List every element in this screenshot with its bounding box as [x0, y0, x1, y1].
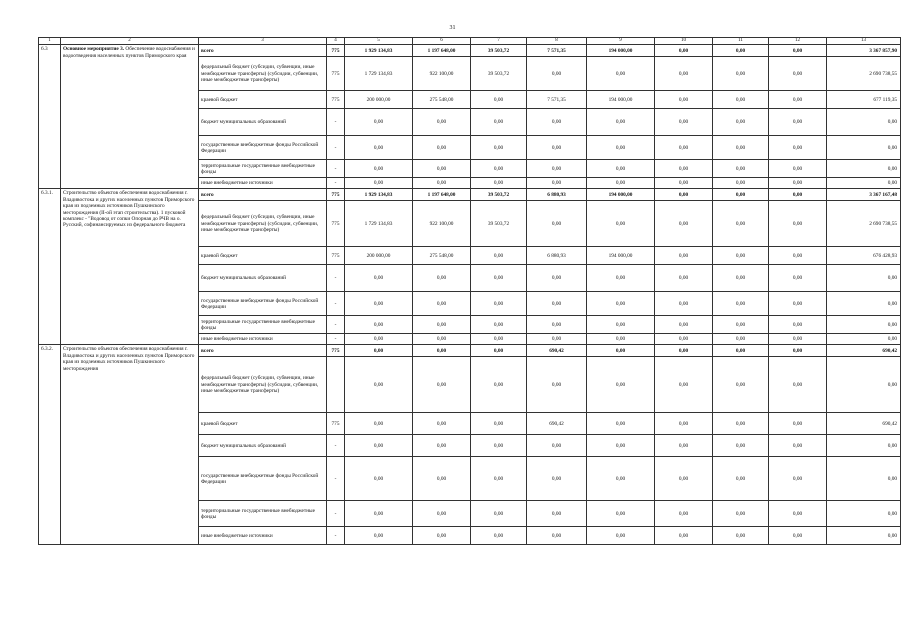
amount-cell: 0,00	[587, 457, 655, 501]
amount-cell: 0,00	[587, 136, 655, 160]
amount-cell: 7 571,35	[527, 45, 587, 57]
amount-cell: 0,00	[413, 457, 471, 501]
amount-cell: 0,00	[345, 316, 413, 334]
budget-code: 775	[327, 201, 345, 247]
amount-cell: 0,00	[471, 316, 527, 334]
amount-cell: 677 119,35	[827, 91, 901, 109]
amount-cell: 6 880,93	[527, 189, 587, 201]
budget-code: 775	[327, 45, 345, 57]
amount-cell: 0,00	[827, 457, 901, 501]
amount-cell: 194 000,00	[587, 247, 655, 265]
amount-cell: 0,00	[587, 334, 655, 345]
amount-cell: 0,00	[655, 457, 713, 501]
amount-cell: 0,00	[471, 265, 527, 292]
amount-cell: 0,00	[713, 189, 769, 201]
funding-source: иные внебюджетные источники	[199, 527, 327, 545]
amount-cell: 39 503,72	[471, 57, 527, 91]
funding-source: бюджет муниципальных образований	[199, 109, 327, 136]
amount-cell: 0,00	[527, 527, 587, 545]
amount-cell: 0,00	[527, 109, 587, 136]
item-description: Строительство объектов обеспечения водоснабжения г. Владивостока и других населенных пунктов Приморского края из подземных источников Пушкинского месторождения	[61, 345, 199, 545]
amount-cell: 3 367 857,90	[827, 45, 901, 57]
amount-cell: 0,00	[655, 57, 713, 91]
funding-source: территориальные государственные внебюджетные фонды	[199, 316, 327, 334]
amount-cell: 0,00	[827, 501, 901, 527]
header-cell: 7	[471, 38, 527, 45]
amount-cell: 39 503,72	[471, 201, 527, 247]
amount-cell: 0,00	[655, 435, 713, 457]
amount-cell: 0,00	[655, 334, 713, 345]
funding-source: федеральный бюджет (субсидии, субвенции, иные межбюджетные трансферты) (субсидии, субвенции, иные межбюджетные трансферты)	[199, 357, 327, 413]
amount-cell: 0,00	[769, 91, 827, 109]
amount-cell: 0,00	[471, 357, 527, 413]
amount-cell: 0,00	[345, 435, 413, 457]
amount-cell: 922 100,00	[413, 201, 471, 247]
amount-cell: 0,00	[587, 178, 655, 189]
budget-code: -	[327, 334, 345, 345]
amount-cell: 0,00	[413, 178, 471, 189]
amount-cell: 0,00	[345, 178, 413, 189]
table-row	[39, 189, 901, 201]
header-cell: 6	[413, 38, 471, 45]
amount-cell: 194 000,00	[587, 189, 655, 201]
amount-cell: 0,00	[527, 357, 587, 413]
amount-cell: 0,00	[345, 292, 413, 316]
header-cell: 9	[587, 38, 655, 45]
amount-cell: 0,00	[769, 189, 827, 201]
amount-cell: 194 000,00	[587, 91, 655, 109]
amount-cell: 0,00	[769, 527, 827, 545]
amount-cell: 0,00	[827, 265, 901, 292]
amount-cell: 1 197 648,00	[413, 189, 471, 201]
amount-cell: 0,00	[587, 265, 655, 292]
amount-cell: 0,00	[527, 265, 587, 292]
amount-cell: 0,00	[587, 316, 655, 334]
amount-cell: 0,00	[655, 247, 713, 265]
amount-cell: 0,00	[827, 160, 901, 178]
funding-source: территориальные государственные внебюджетные фонды	[199, 501, 327, 527]
header-cell: 11	[713, 38, 769, 45]
header-cell: 4	[327, 38, 345, 45]
amount-cell: 0,00	[471, 247, 527, 265]
amount-cell: 0,00	[587, 527, 655, 545]
item-number: 6.3.1.	[39, 189, 61, 345]
amount-cell: 0,00	[345, 527, 413, 545]
amount-cell: 0,00	[769, 178, 827, 189]
amount-cell: 200 000,00	[345, 91, 413, 109]
amount-cell: 0,00	[713, 136, 769, 160]
amount-cell: 0,00	[527, 457, 587, 501]
amount-cell: 0,00	[655, 178, 713, 189]
funding-source: краевой бюджет	[199, 91, 327, 109]
amount-cell: 1 729 134,83	[345, 201, 413, 247]
amount-cell: 0,00	[655, 292, 713, 316]
amount-cell: 0,00	[413, 413, 471, 435]
amount-cell: 676 428,93	[827, 247, 901, 265]
amount-cell: 0,00	[713, 292, 769, 316]
funding-source: всего	[199, 345, 327, 357]
budget-code: 775	[327, 345, 345, 357]
amount-cell: 0,00	[713, 45, 769, 57]
amount-cell: 0,00	[713, 345, 769, 357]
table-header-row	[39, 38, 901, 45]
amount-cell: 0,00	[413, 316, 471, 334]
amount-cell: 0,00	[471, 435, 527, 457]
amount-cell: 0,00	[713, 178, 769, 189]
item-description: Основное мероприятие 3. Обеспечение водоснабжения и водоотведения населенных пунктов Приморского края	[61, 45, 199, 189]
funding-source: краевой бюджет	[199, 413, 327, 435]
amount-cell: 2 690 738,55	[827, 201, 901, 247]
amount-cell: 0,00	[769, 247, 827, 265]
amount-cell: 0,00	[413, 334, 471, 345]
budget-code: -	[327, 160, 345, 178]
amount-cell: 0,00	[655, 413, 713, 435]
amount-cell: 0,00	[827, 435, 901, 457]
amount-cell: 0,00	[527, 160, 587, 178]
amount-cell: 0,00	[827, 136, 901, 160]
amount-cell: 0,00	[769, 334, 827, 345]
amount-cell: 1 929 134,83	[345, 189, 413, 201]
budget-code: -	[327, 501, 345, 527]
amount-cell: 690,42	[527, 345, 587, 357]
amount-cell: 0,00	[471, 527, 527, 545]
amount-cell: 0,00	[713, 265, 769, 292]
budget-table	[38, 37, 901, 545]
amount-cell: 0,00	[655, 201, 713, 247]
amount-cell: 690,42	[827, 413, 901, 435]
amount-cell: 0,00	[413, 109, 471, 136]
amount-cell: 0,00	[655, 109, 713, 136]
amount-cell: 1 929 134,83	[345, 45, 413, 57]
amount-cell: 0,00	[655, 160, 713, 178]
amount-cell: 0,00	[345, 501, 413, 527]
amount-cell: 1 729 134,83	[345, 57, 413, 91]
amount-cell: 0,00	[413, 435, 471, 457]
funding-source: всего	[199, 189, 327, 201]
amount-cell: 0,00	[769, 435, 827, 457]
amount-cell: 0,00	[713, 501, 769, 527]
header-cell: 8	[527, 38, 587, 45]
funding-source: государственные внебюджетные фонды Российской Федерации	[199, 136, 327, 160]
amount-cell: 0,00	[655, 345, 713, 357]
amount-cell: 0,00	[587, 201, 655, 247]
amount-cell: 2 690 738,55	[827, 57, 901, 91]
budget-code: 775	[327, 189, 345, 201]
budget-code: 775	[327, 247, 345, 265]
amount-cell: 0,00	[527, 57, 587, 91]
item-number: 6.3	[39, 45, 61, 189]
funding-source: иные внебюджетные источники	[199, 178, 327, 189]
budget-code: -	[327, 527, 345, 545]
amount-cell: 0,00	[769, 160, 827, 178]
funding-source: федеральный бюджет (субсидии, субвенции, иные межбюджетные трансферты) (субсидии, субвенции, иные межбюджетные трансферты)	[199, 57, 327, 91]
budget-code: -	[327, 178, 345, 189]
amount-cell: 0,00	[471, 136, 527, 160]
amount-cell: 0,00	[587, 413, 655, 435]
amount-cell: 1 197 648,00	[413, 45, 471, 57]
amount-cell: 0,00	[587, 57, 655, 91]
amount-cell: 0,00	[769, 292, 827, 316]
amount-cell: 0,00	[413, 345, 471, 357]
amount-cell: 0,00	[413, 501, 471, 527]
amount-cell: 0,00	[769, 45, 827, 57]
amount-cell: 0,00	[345, 413, 413, 435]
amount-cell: 0,00	[527, 201, 587, 247]
amount-cell: 0,00	[655, 316, 713, 334]
amount-cell: 0,00	[527, 136, 587, 160]
budget-code: 775	[327, 91, 345, 109]
amount-cell: 0,00	[713, 160, 769, 178]
amount-cell: 0,00	[527, 178, 587, 189]
amount-cell: 0,00	[655, 45, 713, 57]
amount-cell: 0,00	[769, 201, 827, 247]
amount-cell: 0,00	[345, 357, 413, 413]
amount-cell: 0,00	[413, 136, 471, 160]
funding-source: иные внебюджетные источники	[199, 334, 327, 345]
amount-cell: 194 000,00	[587, 45, 655, 57]
funding-source: территориальные государственные внебюджетные фонды	[199, 160, 327, 178]
funding-source: бюджет муниципальных образований	[199, 435, 327, 457]
amount-cell: 0,00	[527, 501, 587, 527]
amount-cell: 0,00	[713, 413, 769, 435]
amount-cell: 200 000,00	[345, 247, 413, 265]
amount-cell: 0,00	[471, 292, 527, 316]
amount-cell: 0,00	[527, 292, 587, 316]
amount-cell: 0,00	[713, 527, 769, 545]
amount-cell: 0,00	[471, 501, 527, 527]
header-cell: 5	[345, 38, 413, 45]
amount-cell: 0,00	[471, 160, 527, 178]
amount-cell: 690,42	[527, 413, 587, 435]
amount-cell: 0,00	[345, 345, 413, 357]
amount-cell: 0,00	[413, 265, 471, 292]
budget-code: -	[327, 457, 345, 501]
amount-cell: 0,00	[769, 136, 827, 160]
amount-cell: 0,00	[587, 160, 655, 178]
amount-cell: 0,00	[827, 316, 901, 334]
amount-cell: 0,00	[413, 292, 471, 316]
amount-cell: 0,00	[345, 160, 413, 178]
item-description: Строительство объектов обеспечения водоснабжения г. Владивостока и других населенных пунктов Приморского края из подземных источников Пушкинского месторождения (II-ой этап строительства). 1 пусковой комплекс - "Водовод от сопки Опорная до РЧВ на о. Русский, софинансируемых из федерального бюджета	[61, 189, 199, 345]
funding-source: государственные внебюджетные фонды Российской Федерации	[199, 292, 327, 316]
amount-cell: 0,00	[413, 160, 471, 178]
amount-cell: 0,00	[655, 136, 713, 160]
header-cell: 10	[655, 38, 713, 45]
amount-cell: 275 548,00	[413, 247, 471, 265]
funding-source: всего	[199, 45, 327, 57]
amount-cell: 0,00	[769, 457, 827, 501]
amount-cell: 0,00	[769, 57, 827, 91]
amount-cell: 3 367 167,48	[827, 189, 901, 201]
amount-cell: 0,00	[827, 334, 901, 345]
amount-cell: 0,00	[769, 316, 827, 334]
amount-cell: 39 503,72	[471, 45, 527, 57]
amount-cell: 7 571,35	[527, 91, 587, 109]
header-cell: 2	[61, 38, 199, 45]
amount-cell: 0,00	[345, 265, 413, 292]
amount-cell: 0,00	[713, 57, 769, 91]
amount-cell: 0,00	[827, 357, 901, 413]
amount-cell: 0,00	[713, 435, 769, 457]
budget-code: -	[327, 292, 345, 316]
amount-cell: 0,00	[713, 247, 769, 265]
funding-source: бюджет муниципальных образований	[199, 265, 327, 292]
amount-cell: 0,00	[345, 457, 413, 501]
amount-cell: 0,00	[655, 527, 713, 545]
table-row	[39, 45, 901, 57]
amount-cell: 0,00	[345, 109, 413, 136]
amount-cell: 0,00	[527, 316, 587, 334]
amount-cell: 0,00	[471, 109, 527, 136]
amount-cell: 0,00	[471, 91, 527, 109]
amount-cell: 0,00	[527, 435, 587, 457]
amount-cell: 0,00	[527, 334, 587, 345]
amount-cell: 0,00	[713, 316, 769, 334]
page-number: 31	[449, 25, 456, 31]
amount-cell: 0,00	[827, 527, 901, 545]
header-cell: 13	[827, 38, 901, 45]
budget-code: 775	[327, 413, 345, 435]
amount-cell: 0,00	[413, 527, 471, 545]
budget-code: -	[327, 136, 345, 160]
amount-cell: 0,00	[769, 501, 827, 527]
amount-cell: 0,00	[587, 109, 655, 136]
budget-code: -	[327, 316, 345, 334]
header-cell: 12	[769, 38, 827, 45]
amount-cell: 0,00	[587, 357, 655, 413]
amount-cell: 0,00	[769, 109, 827, 136]
amount-cell: 0,00	[345, 136, 413, 160]
amount-cell: 0,00	[713, 91, 769, 109]
amount-cell: 39 503,72	[471, 189, 527, 201]
amount-cell: 0,00	[769, 345, 827, 357]
amount-cell: 0,00	[769, 265, 827, 292]
budget-code: 775	[327, 57, 345, 91]
amount-cell: 0,00	[827, 109, 901, 136]
amount-cell: 0,00	[713, 457, 769, 501]
amount-cell: 275 548,00	[413, 91, 471, 109]
amount-cell: 0,00	[769, 357, 827, 413]
budget-code	[327, 357, 345, 413]
amount-cell: 0,00	[655, 265, 713, 292]
amount-cell: 0,00	[655, 189, 713, 201]
amount-cell: 0,00	[827, 292, 901, 316]
amount-cell: 0,00	[471, 345, 527, 357]
amount-cell: 6 880,93	[527, 247, 587, 265]
amount-cell: 0,00	[345, 334, 413, 345]
amount-cell: 922 100,00	[413, 57, 471, 91]
amount-cell: 0,00	[413, 357, 471, 413]
amount-cell: 0,00	[713, 201, 769, 247]
amount-cell: 0,00	[587, 345, 655, 357]
amount-cell: 0,00	[587, 435, 655, 457]
amount-cell: 0,00	[769, 413, 827, 435]
funding-source: федеральный бюджет (субсидии, субвенции, иные межбюджетные трансферты) (субсидии, субвенции, иные межбюджетные трансферты)	[199, 201, 327, 247]
funding-source: краевой бюджет	[199, 247, 327, 265]
budget-code: -	[327, 109, 345, 136]
funding-source: государственные внебюджетные фонды Российской Федерации	[199, 457, 327, 501]
amount-cell: 0,00	[655, 357, 713, 413]
amount-cell: 0,00	[471, 413, 527, 435]
amount-cell: 0,00	[827, 178, 901, 189]
amount-cell: 0,00	[587, 292, 655, 316]
amount-cell: 0,00	[587, 501, 655, 527]
header-cell: 3	[199, 38, 327, 45]
amount-cell: 690,42	[827, 345, 901, 357]
amount-cell: 0,00	[471, 457, 527, 501]
table-row	[39, 345, 901, 357]
budget-code: -	[327, 435, 345, 457]
amount-cell: 0,00	[655, 501, 713, 527]
amount-cell: 0,00	[713, 109, 769, 136]
amount-cell: 0,00	[471, 334, 527, 345]
amount-cell: 0,00	[471, 178, 527, 189]
budget-code: -	[327, 265, 345, 292]
header-cell: 1	[39, 38, 61, 45]
amount-cell: 0,00	[655, 91, 713, 109]
amount-cell: 0,00	[713, 357, 769, 413]
item-number: 6.3.2.	[39, 345, 61, 545]
amount-cell: 0,00	[713, 334, 769, 345]
